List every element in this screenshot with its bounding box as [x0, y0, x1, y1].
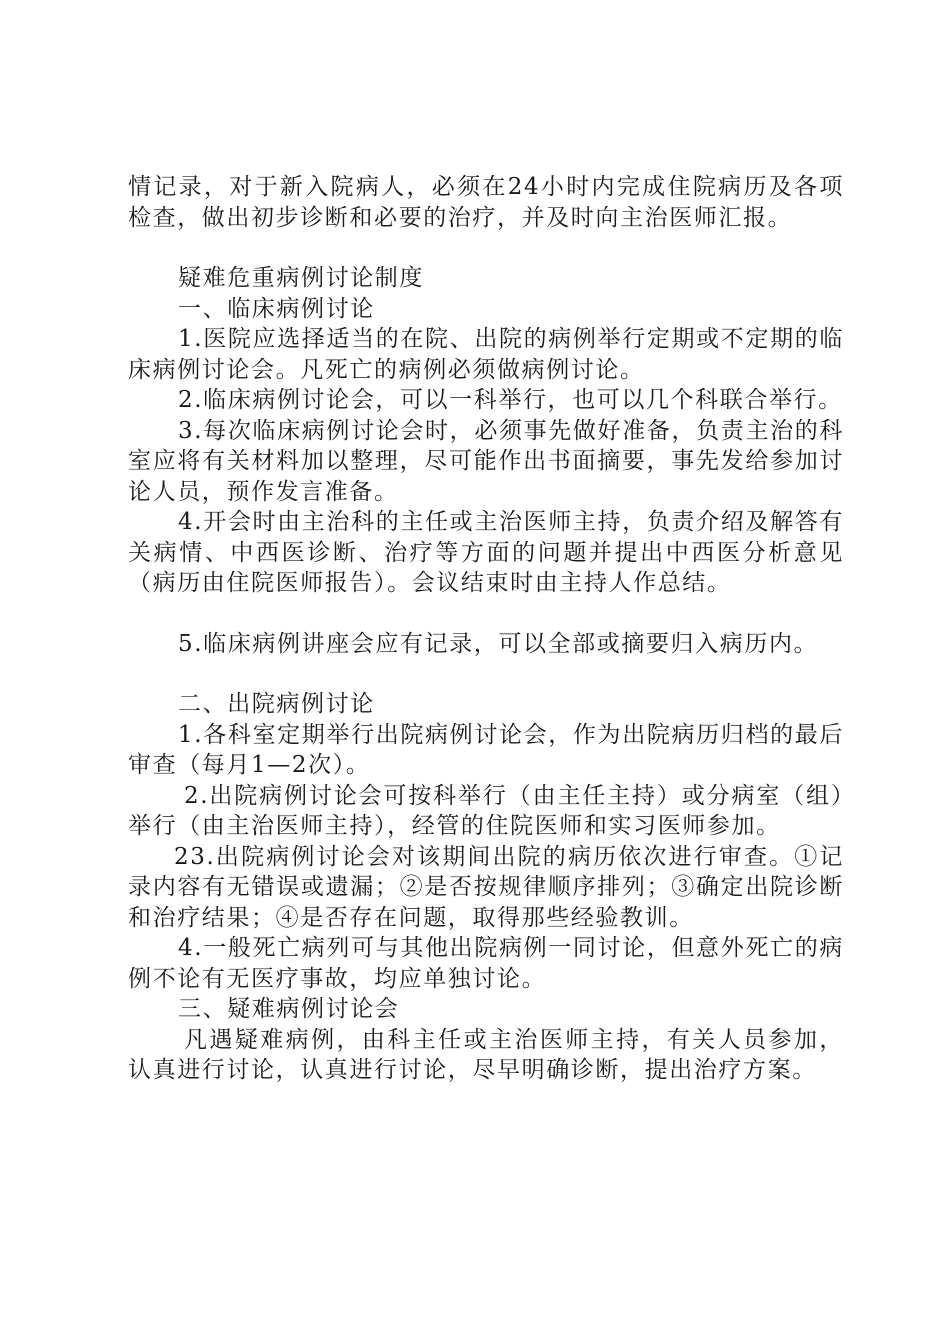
section-title: 疑难危重病例讨论制度 — [178, 265, 424, 291]
paragraph-clinical-3: 3.每次临床病例讨论会时，必须事先做好准备，负责主治的科室应将有关材料加以整理，尽可能作出书面摘要，事先发给参加讨论人员，预作发言准备。 — [128, 417, 844, 505]
heading-difficult-cases: 三、疑难病例讨论会 — [178, 996, 400, 1022]
paragraph-continuation: 情记录，对于新入院病人，必须在24小时内完成住院病历及各项检查，做出初步诊断和必要的治疗，并及时向主治医师汇报。 — [128, 174, 844, 231]
paragraph-clinical-5: 5.临床病例讲座会应有记录，可以全部或摘要归入病历内。 — [178, 630, 819, 657]
heading-clinical-discussion: 一、临床病例讨论 — [178, 295, 375, 322]
paragraph-discharge-3: 23.出院病例讨论会对该期间出院的病历依次进行审查。①记录内容有无错误或遗漏；②是否按规律顺序排列；③确定出院诊断和治疗结果；④是否存在问题，取得那些经验教训。 — [128, 843, 844, 931]
paragraph-clinical-2: 2.临床病例讨论会，可以一科举行，也可以几个科联合举行。 — [178, 387, 843, 413]
heading-discharge-discussion: 二、出院病例讨论 — [178, 691, 375, 717]
paragraph-clinical-1: 1.医院应选择适当的在院、出院的病例举行定期或不定期的临床病例讨论会。凡死亡的病例必须做病例讨论。 — [128, 326, 844, 383]
paragraph-discharge-1: 1.各科室定期举行出院病例讨论会，作为出院病历归档的最后审查（每月1—2次）。 — [128, 721, 844, 778]
paragraph-clinical-4: 4.开会时由主治科的主任或主治医师主持，负责介绍及解答有关病情、中西医诊断、治疗等方面的问题并提出中西医分析意见（病历由住院医师报告）。会议结束时由主持人作总结。 — [128, 509, 844, 596]
document-body — [128, 172, 844, 1086]
paragraph-discharge-2: 2.出院病例讨论会可按科举行（由主任主持）或分病室（组）举行（由主治医师主持），经管的住院医师和实习医师参加。 — [128, 782, 844, 839]
paragraph-discharge-4: 4.一般死亡病列可与其他出院病例一同讨论，但意外死亡的病例不论有无医疗事故，均应单独讨论。 — [128, 935, 844, 992]
paragraph-difficult-cases: 凡遇疑难病例，由科主任或主治医师主持，有关人员参加，认真进行讨论，认真进行讨论，尽早明确诊断，提出治疗方案。 — [128, 1026, 844, 1083]
